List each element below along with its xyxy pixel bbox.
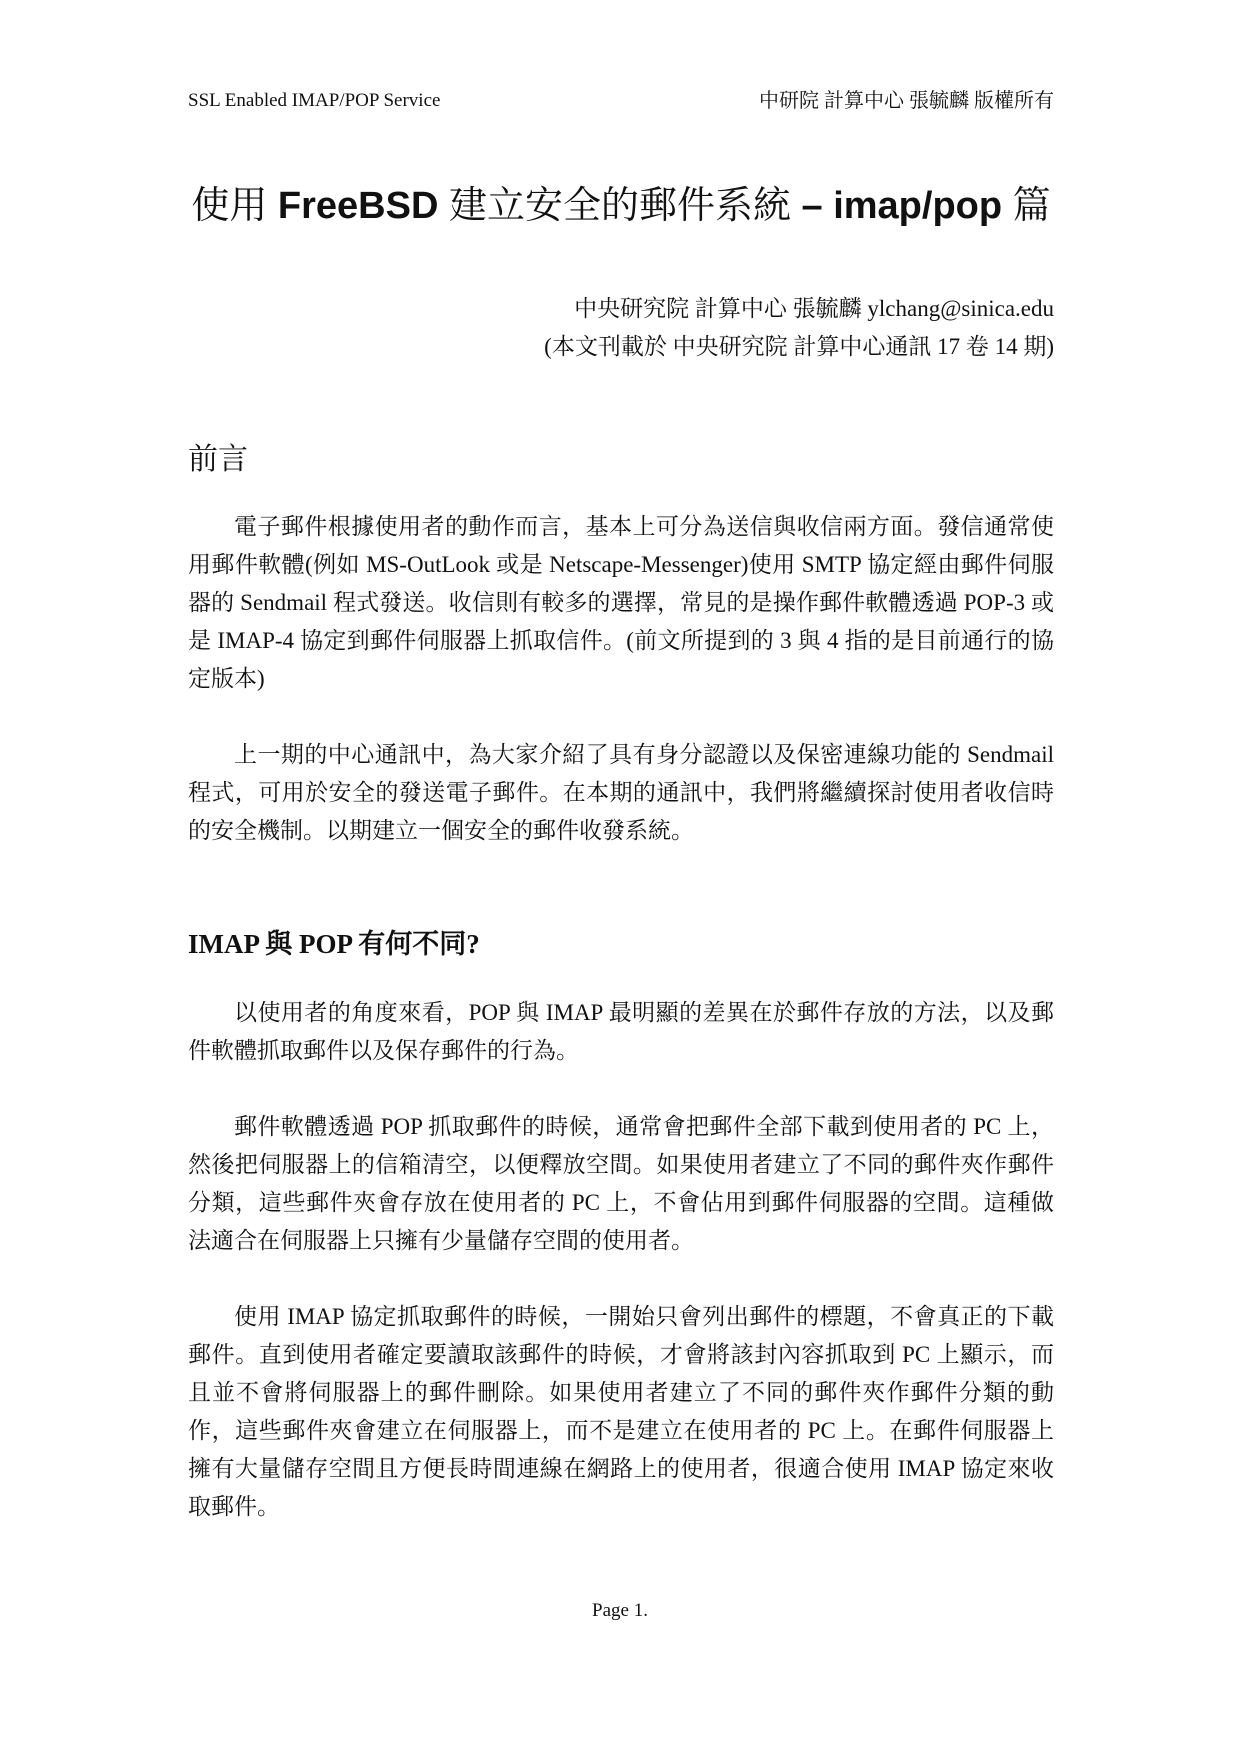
title-imap-pop: – imap/pop	[801, 185, 1003, 227]
paragraph: 郵件軟體透過 POP 抓取郵件的時候，通常會把郵件全部下載到使用者的 PC 上，然後把伺服器上的信箱清空，以便釋放空間。如果使用者建立了不同的郵件夾作郵件分類，這些郵件夾會存放在使用者的 PC 上，不會佔用到郵件伺服器的空間。這種做法適合在伺服器上只擁有少量儲存空間的使用者。	[188, 1114, 1054, 1253]
running-header-right: 中研院 計算中心 張毓麟 版權所有	[759, 90, 1054, 112]
title-freebsd: FreeBSD	[277, 185, 439, 227]
title-suffix: 篇	[1002, 185, 1051, 227]
title-middle: 建立安全的郵件系統	[438, 185, 802, 227]
running-header-left: SSL Enabled IMAP/POP Service	[188, 90, 441, 111]
document-title	[188, 180, 1054, 232]
paragraph: 使用 IMAP 協定抓取郵件的時候，一開始只會列出郵件的標題，不會真正的下載郵件。直到使用者確定要讀取該郵件的時候，才會將該封內容抓取到 PC 上顯示，而且並不會將伺服器上的郵件刪除。如果使用者建立了不同的郵件夾作郵件分類的動作，這些郵件夾會建立在伺服器上，而不是建立在使用者的 PC 上。在郵件伺服器上擁有大量儲存空間且方便長時間連線在網路上的使用者，很適合使用 IMAP 協定來收取郵件。	[188, 1304, 1054, 1519]
section-heading-imap-pop: IMAP 與 POP 有何不同?	[188, 929, 480, 959]
page-number: Page 1.	[592, 1600, 648, 1621]
title-prefix: 使用	[191, 185, 278, 227]
section-heading-intro: 前言	[188, 443, 248, 476]
paragraph: 上一期的中心通訊中，為大家介紹了具有身分認證以及保密連線功能的 Sendmail 程式，可用於安全的發送電子郵件。在本期的通訊中，我們將繼續探討使用者收信時的安全機制。以期建立一個安全的郵件收發系統。	[188, 742, 1054, 843]
publication-note: (本文刊載於 中央研究院 計算中心通訊 17 卷 14 期)	[544, 334, 1054, 359]
paragraph: 以使用者的角度來看，POP 與 IMAP 最明顯的差異在於郵件存放的方法，以及郵件軟體抓取郵件以及保存郵件的行為。	[188, 1000, 1054, 1063]
paragraph: 電子郵件根據使用者的動作而言，基本上可分為送信與收信兩方面。發信通常使用郵件軟體(例如 MS-OutLook 或是 Netscape-Messenger)使用 SMTP 協定經由郵件伺服器的 Sendmail 程式發送。收信則有較多的選擇，常見的是操作郵件軟體透過 POP-3 或是 IMAP-4 協定到郵件伺服器上抓取信件。(前文所提到的 3 與 4 指的是目前通行的協定版本)	[188, 514, 1054, 691]
author-line: 中央研究院 計算中心 張毓麟 ylchang@sinica.edu	[574, 296, 1054, 321]
author-block	[544, 290, 1054, 366]
